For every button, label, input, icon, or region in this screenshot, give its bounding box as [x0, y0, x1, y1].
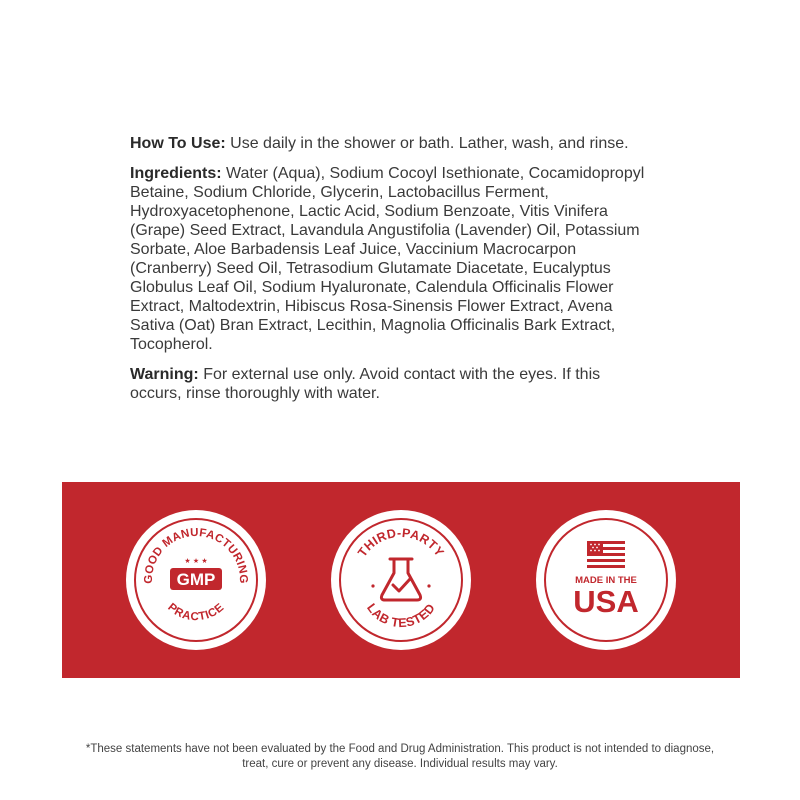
how-to-use-section — [130, 134, 650, 153]
fda-disclaimer: *These statements have not been evaluated by the Food and Drug Administration. This product is not intended to diagnose, treat, cure or prevent any disease. Individual results may vary. — [85, 743, 715, 770]
ingredients-label: Ingredients: — [130, 165, 222, 182]
lab-top-arc: THIRD-PARTY — [355, 525, 447, 560]
svg-text:★ ★ ★: ★ ★ ★ — [184, 557, 208, 565]
ingredients-section — [130, 164, 650, 354]
gmp-center-text: GMP — [176, 570, 216, 589]
product-info — [130, 134, 650, 414]
gmp-bottom-arc: PRACTICE — [165, 601, 227, 624]
gmp-top-arc: GOOD MANUFACTURING — [142, 526, 250, 584]
lab-tested-badge — [330, 509, 472, 651]
certification-band — [62, 482, 740, 678]
warning-label: Warning: — [130, 366, 199, 383]
usa-line1: MADE IN THE — [575, 575, 637, 586]
gmp-seal-icon — [125, 509, 267, 651]
how-to-use-label: How To Use: — [130, 135, 226, 152]
warning-section — [130, 365, 650, 403]
how-to-use-text: Use daily in the shower or bath. Lather, wash, and rinse. — [230, 135, 629, 152]
lab-bottom-arc: LAB TESTED — [364, 600, 438, 631]
usa-line2: USA — [573, 584, 639, 619]
ingredients-text: Water (Aqua), Sodium Cocoyl Isethionate, Cocamidopropyl Betaine, Sodium Chloride, Glycerin, Lactobacillus Ferment, Hydroxyacetophenone, Lactic Acid, Sodium Benzoate, Vitis Vinifera (Grape) Seed Extract, Lavandula Angustifolia (Lavender) Oil, Potassium Sorbate, Aloe Barbadensis Leaf Juice, Vaccinium Macrocarpon (Cranberry) Seed Oil, Tetrasodium Glutamate Diacetate, Eucalyptus Globulus Leaf Oil, Sodium Hyaluronate, Calendula Officinalis Flower Extract, Maltodextrin, Hibiscus Rosa-Sinensis Flower Extract, Avena Sativa (Oat) Bran Extract, Lecithin, Magnolia Officinalis Bark Extract, Tocopherol. — [130, 165, 645, 353]
warning-text: For external use only. Avoid contact with the eyes. If this occurs, rinse thoroughly with water. — [130, 366, 601, 402]
gmp-badge — [125, 509, 267, 651]
made-in-usa-badge — [535, 509, 677, 651]
